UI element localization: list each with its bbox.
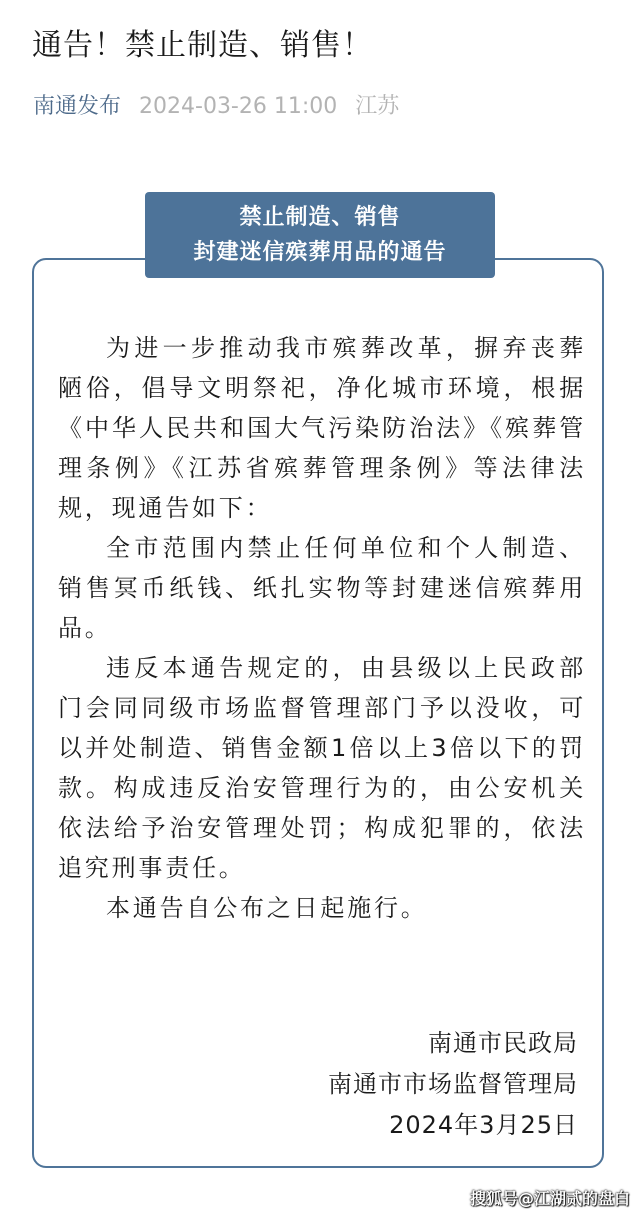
article-meta (33, 92, 399, 122)
article-datetime: 2024-03-26 11:00 (139, 94, 338, 119)
watermark: 搜狐号@江湖贰的盘白 (469, 1189, 630, 1208)
notice-paragraph: 违反本通告规定的，由县级以上民政部门会同同级市场监督管理部门予以没收，可以并处制造、销售金额1倍以上3倍以下的罚款。构成违反治安管理行为的，由公安机关依法给予治安管理处罚；构成犯罪的，依法追究刑事责任。 (58, 654, 586, 882)
notice-body (58, 328, 586, 928)
signatory-market-supervision: 南通市市场监督管理局 (328, 1070, 578, 1098)
notice-signature (328, 1024, 578, 1147)
article-location: 江苏 (355, 94, 400, 119)
signatory-civil-affairs: 南通市民政局 (428, 1029, 578, 1057)
notice-paragraph: 为进一步推动我市殡葬改革，摒弃丧葬陋俗，倡导文明祭祀，净化城市环境，根据《中华人民共和国大气污染防治法》《殡葬管理条例》《江苏省殡葬管理条例》等法律法规，现通告如下： (58, 334, 586, 522)
notice-header-line-1: 禁止制造、销售 (239, 205, 401, 230)
notice-header-banner (145, 192, 495, 278)
notice-paragraph: 全市范围内禁止任何单位和个人制造、销售冥币纸钱、纸扎实物等封建迷信殡葬用品。 (58, 534, 586, 642)
notice-date: 2024年3月25日 (389, 1111, 578, 1139)
notice-header-line-2: 封建迷信殡葬用品的通告 (193, 240, 447, 265)
notice-paragraph: 本通告自公布之日起施行。 (106, 894, 428, 922)
article-source-link[interactable]: 南通发布 (33, 94, 122, 119)
article-title: 通告！禁止制造、销售！ (32, 28, 373, 63)
